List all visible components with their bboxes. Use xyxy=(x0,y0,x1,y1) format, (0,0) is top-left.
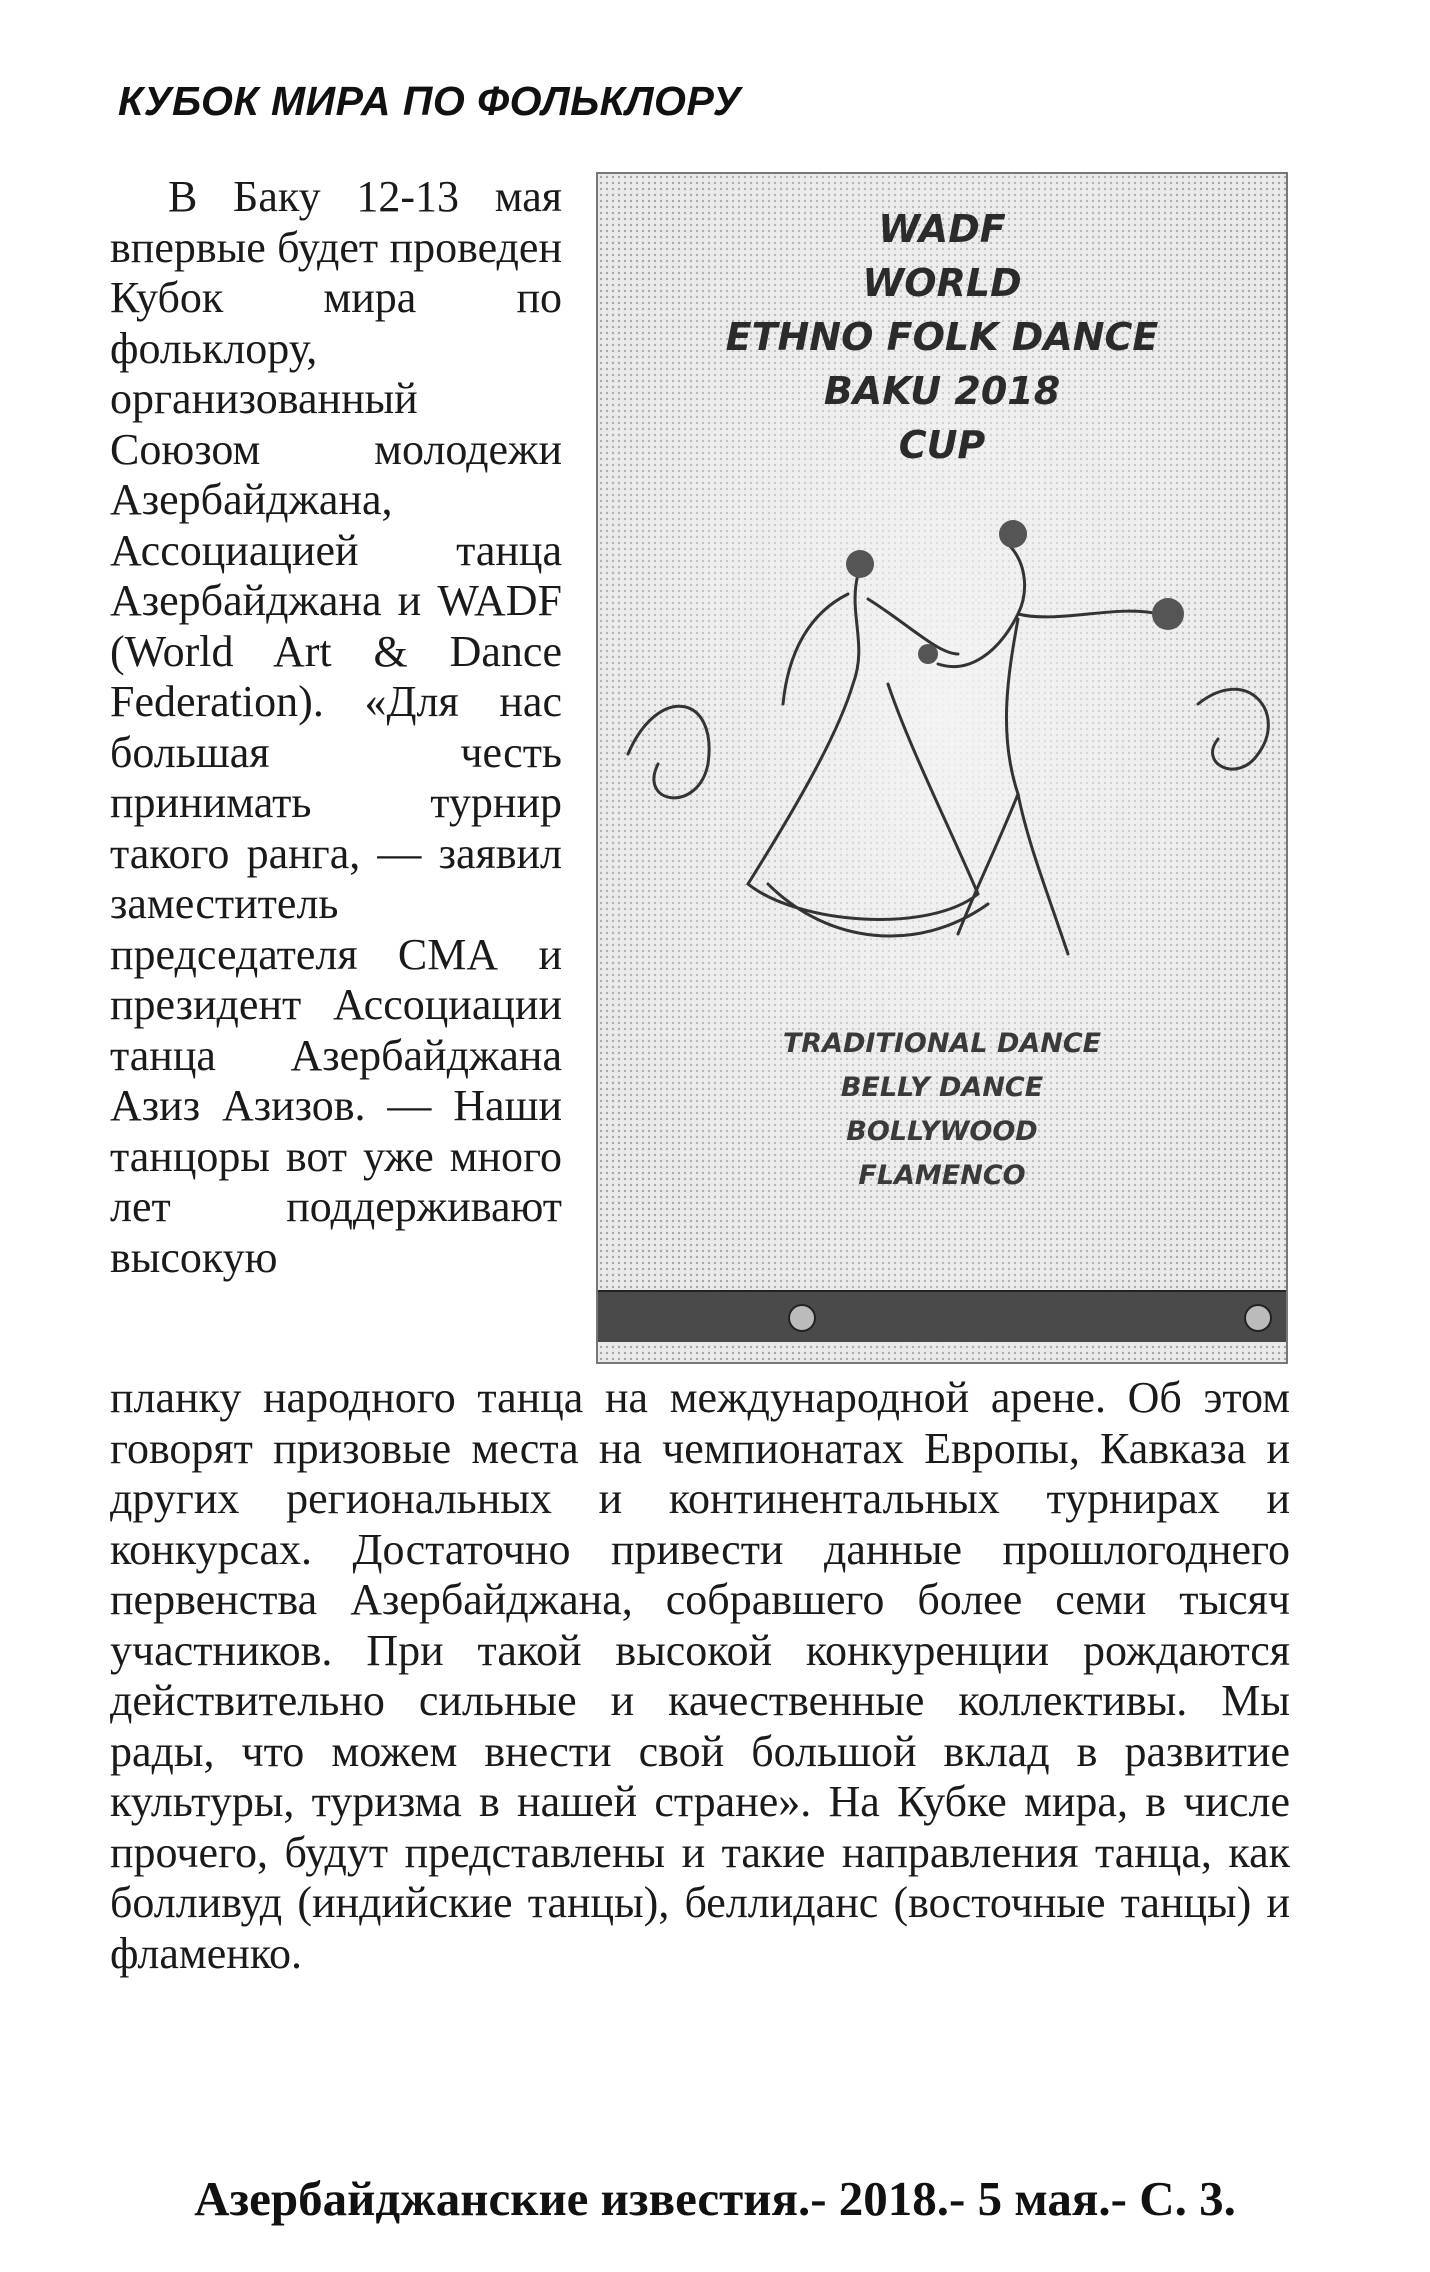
poster-title-line: WORLD xyxy=(862,261,1022,305)
poster-dance-styles xyxy=(598,1022,1286,1198)
sponsor-logo-icon xyxy=(1244,1304,1272,1332)
sponsor-logo-icon xyxy=(788,1304,816,1332)
dancers-illustration xyxy=(598,504,1288,1004)
poster-title-line: WADF xyxy=(878,207,1006,251)
poster-title xyxy=(598,202,1286,472)
article-paragraph-bottom: планку народного танца на международной арене. Об этом говорят призовые места на чемпионатах Европы, Кавказа и других региональных и континентальных турнирах и конкурсах. Достаточно привести данные прошлогоднего первенства Азербайджана, собравшего более семи тысяч участников. При такой высокой конкуренции рождаются действительно сильные и качественные коллективы. Мы рады, что можем внести свой большой вклад в развитие культуры, туризма в нашей стране». На Кубке мира, в числе прочего, будут представлены и такие направления танца, как болливуд (индийские танцы), беллиданс (восточные танцы) и фламенко. xyxy=(110,1373,1290,1978)
poster-style-line: BELLY DANCE xyxy=(840,1072,1044,1103)
article-headline: КУБОК МИРА ПО ФОЛЬКЛОРУ xyxy=(118,78,741,124)
poster-image xyxy=(596,172,1288,1364)
poster-title-line: BAKU 2018 xyxy=(823,369,1061,413)
article-column-text xyxy=(110,172,562,1283)
source-citation: Азербайджанские известия.- 2018.- 5 мая.- С. 3. xyxy=(194,2171,1236,2226)
article-wide-text xyxy=(110,1373,1290,1979)
article-paragraph-top: В Баку 12-13 мая впервые будет проведен Кубок мира по фольклору, организованный Союзом молодежи Азербайджана, Ассоциацией танца Азербайджана и WADF (World Art & Dance Federation). «Для нас большая честь принимать турнир такого ранга, — заявил заместитель председателя СМА и президент Ассоциации танца Азербайджана Азиз Азизов. — Наши танцоры вот уже много лет поддерживают высокую xyxy=(110,172,562,1282)
poster-style-line: BOLLYWOOD xyxy=(846,1116,1038,1147)
poster-title-line: CUP xyxy=(898,423,986,467)
poster-style-line: FLAMENCO xyxy=(858,1160,1026,1191)
poster-style-line: TRADITIONAL DANCE xyxy=(782,1028,1102,1059)
poster-logo-strip xyxy=(598,1290,1286,1342)
poster-title-line: ETHNO FOLK DANCE xyxy=(725,315,1159,359)
